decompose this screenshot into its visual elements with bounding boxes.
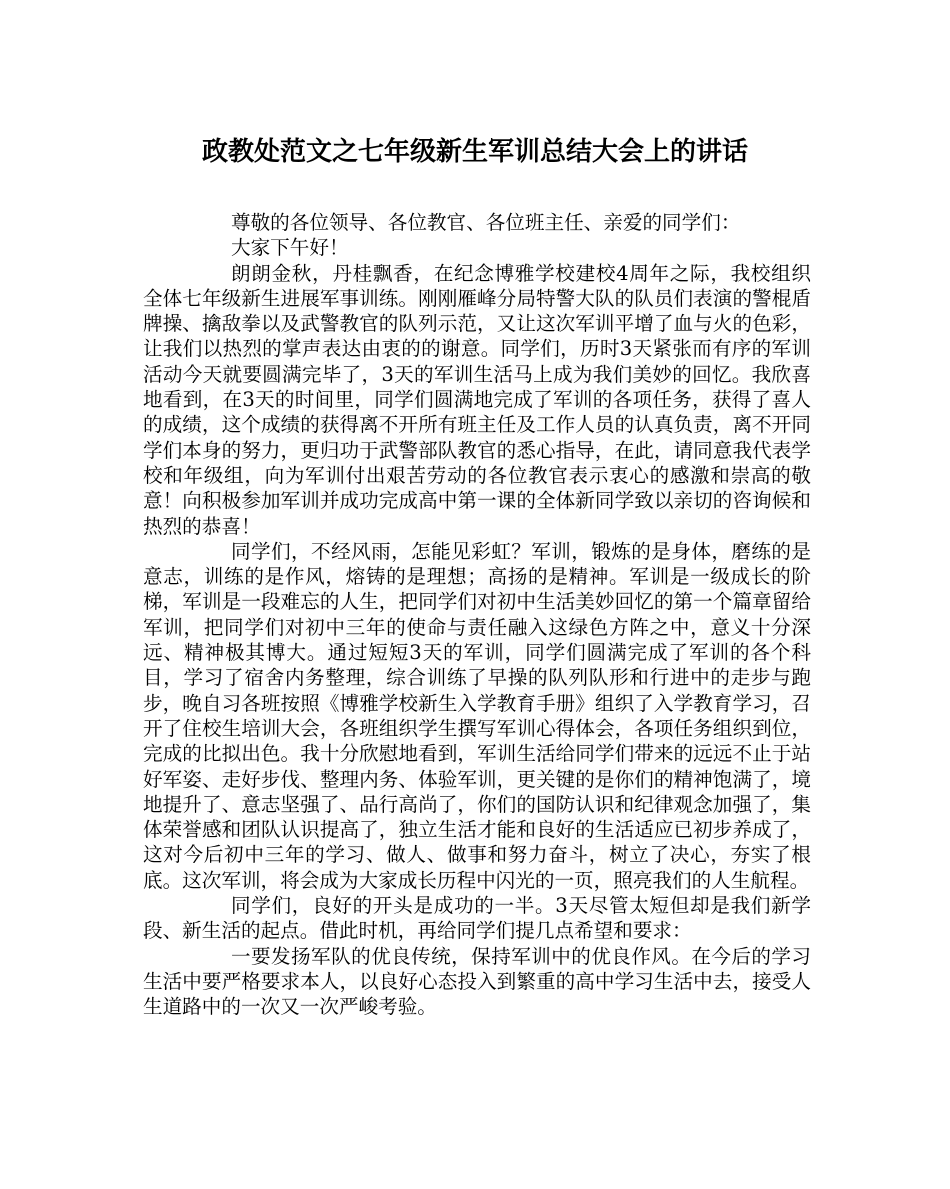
- salutation-paragraph: 尊敬的各位领导、各位教官、各位班主任、亲爱的同学们：: [231, 211, 741, 234]
- greeting-paragraph: 大家下午好！: [231, 236, 349, 260]
- body-paragraph: 同学们，良好的开头是成功的一半。3天尽管太短但却是我们新学段、新生活的起点。借此时机，再给同学们提几点希望和要求：: [143, 894, 811, 943]
- body-paragraph: 一要发扬军队的优良传统，保持军训中的优良作风。在今后的学习生活中要严格要求本人，以良好心态投入到繁重的高中学习生活中去，接受人生道路中的一次又一次严峻考验。: [143, 944, 811, 1019]
- document-title: 政教处范文之七年级新生军训总结大会上的讲话: [201, 137, 748, 167]
- body-paragraph: 同学们，不经风雨，怎能见彩虹？军训，锻炼的是身体，磨练的是意志，训练的是作风，熔铸的是理想；高扬的是精神。军训是一级成长的阶梯，军训是一段难忘的人生，把同学们对初中生活美妙回忆的第一个篇章留给军训，把同学们对初中三年的使命与责任融入这绿色方阵之中，意义十分深远、精神极其博大。通过短短3天的军训，同学们圆满完成了军训的各个科目，学习了宿舍内务整理，综合训练了早操的队列队形和行进中的走步与跑步，晚自习各班按照《博雅学校新生入学教育手册》组织了入学教育学习，召开了住校生培训大会，各班组织学生撰写军训心得体会，各项任务组织到位，完成的比拟出色。我十分欣慰地看到，军训生活给同学们带来的远远不止于站好军姿、走好步伐、整理内务、体验军训，更关键的是你们的精神饱满了，境地提升了、意志坚强了、品行高尚了，你们的国防认识和纪律观念加强了，集体荣誉感和团队认识提高了，独立生活才能和良好的生活适应已初步养成了，这对今后初中三年的学习、做人、做事和努力奋斗，树立了决心，夯实了根底。这次军训，将会成为大家成长历程中闪光的一页，照亮我们的人生航程。: [143, 539, 811, 892]
- body-paragraph: 朗朗金秋，丹桂飘香，在纪念博雅学校建校4周年之际，我校组织全体七年级新生进展军事训练。刚刚雁峰分局特警大队的队员们表演的警棍盾牌操、擒敌拳以及武警教官的队列示范，又让这次军训平增了血与火的色彩，让我们以热烈的掌声表达由衷的的谢意。同学们，历时3天紧张而有序的军训活动今天就要圆满完毕了，3天的军训生活马上成为我们美妙的回忆。我欣喜地看到，在3天的时间里，同学们圆满地完成了军训的各项任务，获得了喜人的成绩，这个成绩的获得离不开所有班主任及工作人员的认真负责，离不开同学们本身的努力，更归功于武警部队教官的悉心指导，在此，请同意我代表学校和年级组，向为军训付出艰苦劳动的各位教官表示衷心的感激和崇高的敬意！向积极参加军训并成功完成高中第一课的全体新同学致以亲切的咨询候和热烈的恭喜！: [143, 261, 811, 538]
- document-body: [143, 210, 811, 1020]
